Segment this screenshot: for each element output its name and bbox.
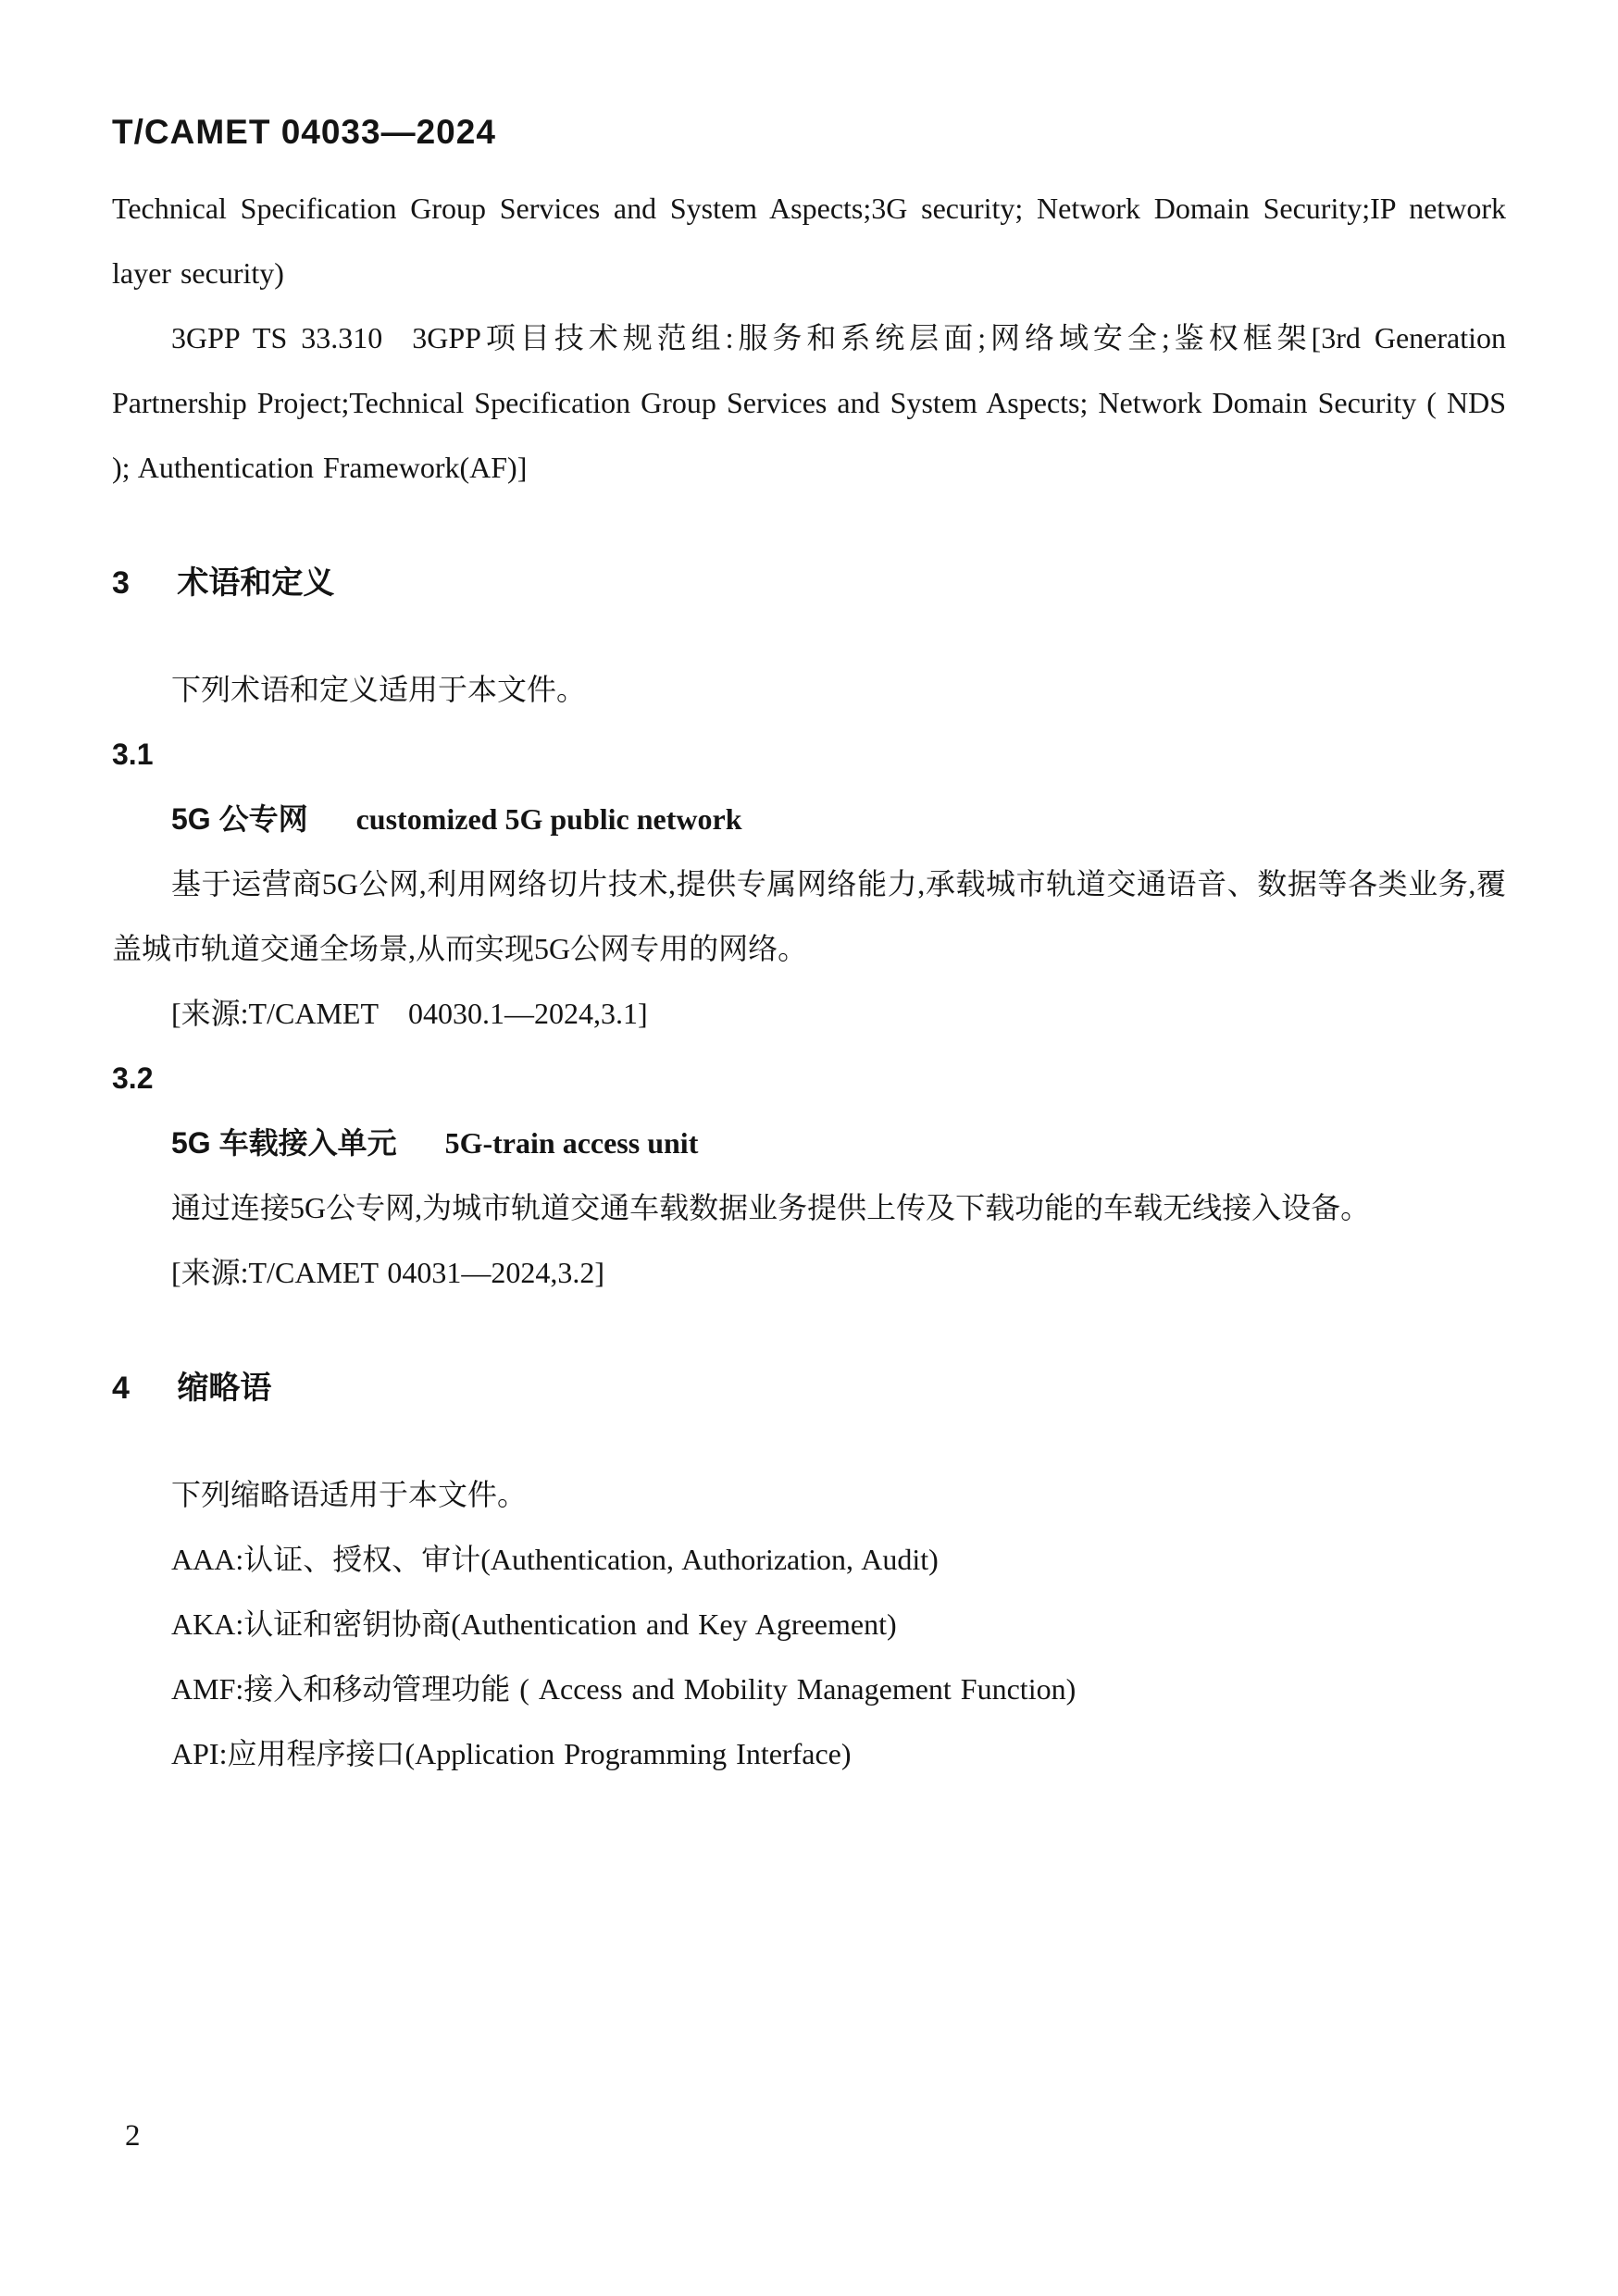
section-3-title: 术语和定义: [177, 565, 335, 601]
term-entry-3-2: [112, 1046, 1506, 1305]
abbr-item-aka: AKA:认证和密钥协商(Authentication and Key Agreement): [171, 1607, 897, 1641]
term-source-3-2: [来源:T/CAMET 04031—2024,3.2]: [171, 1256, 605, 1289]
term-name-en: customized 5G public network: [355, 802, 742, 836]
abbr-item-amf: AMF:接入和移动管理功能 ( Access and Mobility Management Function): [171, 1672, 1077, 1706]
document-content: [112, 176, 1506, 1786]
section-3-intro: 下列术语和定义适用于本文件。: [171, 673, 587, 706]
term-title-3-2: [112, 1111, 1506, 1175]
page-number: 2: [125, 2119, 141, 2153]
abbr-item-api: API:应用程序接口(Application Programming Interface): [171, 1737, 852, 1770]
page-footer: [125, 2119, 141, 2153]
section-4-heading: [112, 1356, 1506, 1421]
term-title-3-1: [112, 787, 1506, 851]
paragraph-spec-continuation: Technical Specification Group Services and System Aspects;3G security; Network Domain Security;IP network layer security): [112, 192, 1506, 290]
section-4-intro: 下列缩略语适用于本文件。: [171, 1478, 528, 1511]
term-source-3-1: [来源:T/CAMET 04030.1—2024,3.1]: [171, 997, 648, 1030]
section-3-heading: [112, 551, 1506, 615]
doc-number: T/CAMET 04033—2024: [112, 113, 496, 151]
section-4-title: 缩略语: [177, 1371, 272, 1406]
term-name-zh: 5G 公专网: [171, 802, 308, 836]
term-entry-3-1: [112, 722, 1506, 1046]
term-definition-3-2: 通过连接5G公专网,为城市轨道交通车载数据业务提供上传及下载功能的车载无线接入设备。: [171, 1191, 1371, 1224]
clause-number-3-1: 3.1: [112, 738, 154, 771]
term-name-en: 5G-train access unit: [444, 1126, 699, 1160]
clause-number-3-2: 3.2: [112, 1061, 154, 1095]
paragraph-3gpp-ts-33-310: 3GPP TS 33.310 3GPP项目技术规范组:服务和系统层面;网络域安全;鉴权框架[3rd Generation Partnership Project;Technical Specification Group Services and System Aspects; Network Domain Security ( NDS ); Authentication Framework(AF)]: [112, 321, 1506, 484]
section-3-number: 3: [112, 565, 130, 601]
section-4-number: 4: [112, 1371, 130, 1406]
abbr-item-aaa: AAA:认证、授权、审计(Authentication, Authorization, Audit): [171, 1543, 939, 1576]
term-name-zh: 5G 车载接入单元: [171, 1126, 397, 1160]
page-header: [112, 113, 496, 152]
term-definition-3-1: 基于运营商5G公网,利用网络切片技术,提供专属网络能力,承载城市轨道交通语音、数据等各类业务,覆盖城市轨道交通全场景,从而实现5G公网专用的网络。: [112, 867, 1506, 965]
